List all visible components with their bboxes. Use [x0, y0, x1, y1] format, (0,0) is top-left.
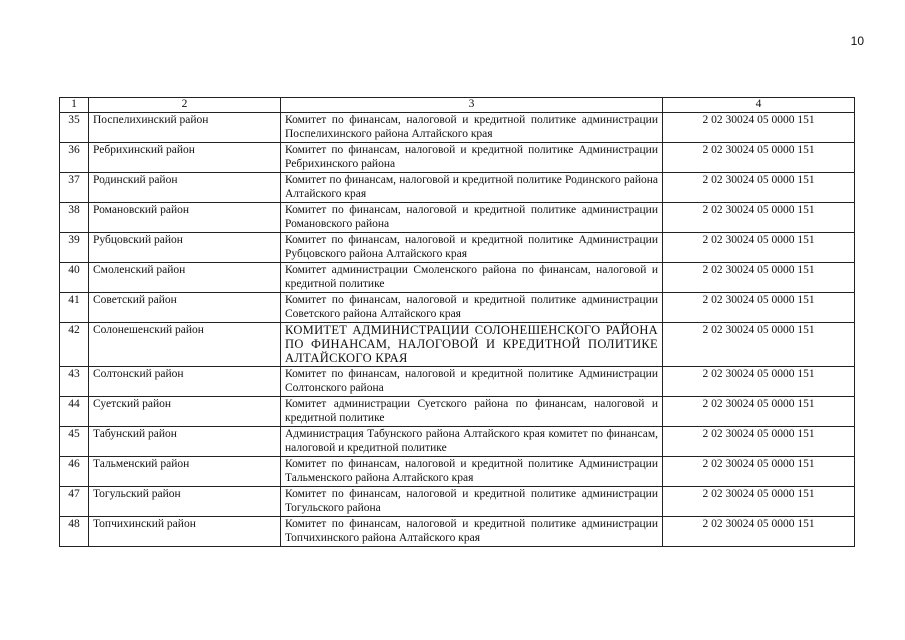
row-number: 45 — [60, 427, 89, 457]
table-row — [60, 487, 855, 517]
row-number: 36 — [60, 143, 89, 173]
table-row — [60, 427, 855, 457]
table-row — [60, 173, 855, 203]
row-number: 44 — [60, 397, 89, 427]
district-name: Тогульский район — [89, 487, 281, 517]
budget-code: 2 02 30024 05 0000 151 — [663, 263, 855, 293]
table-row — [60, 113, 855, 143]
column-header: 1 — [60, 98, 89, 113]
budget-code: 2 02 30024 05 0000 151 — [663, 293, 855, 323]
committee-name: КОМИТЕТ АДМИНИСТРАЦИИ СОЛОНЕШЕНСКОГО РАЙОНА ПО ФИНАНСАМ, НАЛОГОВОЙ И КРЕДИТНОЙ ПОЛИТИКЕ АЛТАЙСКОГО КРАЯ — [281, 323, 663, 367]
column-header: 2 — [89, 98, 281, 113]
page-number: 10 — [850, 34, 864, 48]
budget-code: 2 02 30024 05 0000 151 — [663, 143, 855, 173]
committee-name: Комитет по финансам, налоговой и кредитной политике Родинского района Алтайского края — [281, 173, 663, 203]
row-number: 48 — [60, 517, 89, 547]
district-name: Тальменский район — [89, 457, 281, 487]
column-header: 4 — [663, 98, 855, 113]
table-row — [60, 397, 855, 427]
table-row — [60, 367, 855, 397]
row-number: 41 — [60, 293, 89, 323]
committee-name: Комитет по финансам, налоговой и кредитной политике Администрации Рубцовского района Алтайского края — [281, 233, 663, 263]
district-name: Суетский район — [89, 397, 281, 427]
table-row — [60, 233, 855, 263]
district-name: Романовский район — [89, 203, 281, 233]
district-committee-table — [59, 97, 855, 547]
district-name: Топчихинский район — [89, 517, 281, 547]
row-number: 43 — [60, 367, 89, 397]
row-number: 46 — [60, 457, 89, 487]
row-number: 40 — [60, 263, 89, 293]
budget-code: 2 02 30024 05 0000 151 — [663, 367, 855, 397]
row-number: 42 — [60, 323, 89, 367]
row-number: 38 — [60, 203, 89, 233]
budget-code: 2 02 30024 05 0000 151 — [663, 457, 855, 487]
committee-name: Комитет администрации Суетского района по финансам, налоговой и кредитной политике — [281, 397, 663, 427]
district-name: Смоленский район — [89, 263, 281, 293]
table-row — [60, 203, 855, 233]
table-row — [60, 517, 855, 547]
budget-code: 2 02 30024 05 0000 151 — [663, 487, 855, 517]
committee-name: Комитет по финансам, налоговой и кредитной политике Администрации Ребрихинского района — [281, 143, 663, 173]
budget-code: 2 02 30024 05 0000 151 — [663, 233, 855, 263]
row-number: 35 — [60, 113, 89, 143]
budget-code: 2 02 30024 05 0000 151 — [663, 203, 855, 233]
budget-code: 2 02 30024 05 0000 151 — [663, 397, 855, 427]
committee-name: Комитет по финансам, налоговой и кредитной политике администрации Поспелихинского района Алтайского края — [281, 113, 663, 143]
committee-name: Комитет по финансам, налоговой и кредитной политике администрации Романовского района — [281, 203, 663, 233]
district-name: Рубцовский район — [89, 233, 281, 263]
table-row — [60, 263, 855, 293]
district-name: Ребрихинский район — [89, 143, 281, 173]
district-name: Советский район — [89, 293, 281, 323]
committee-name: Комитет по финансам, налоговой и кредитной политике администрации Советского района Алтайского края — [281, 293, 663, 323]
budget-code: 2 02 30024 05 0000 151 — [663, 517, 855, 547]
budget-code: 2 02 30024 05 0000 151 — [663, 427, 855, 457]
district-name: Родинский район — [89, 173, 281, 203]
column-header: 3 — [281, 98, 663, 113]
table-row — [60, 457, 855, 487]
district-name: Поспелихинский район — [89, 113, 281, 143]
committee-name: Комитет по финансам, налоговой и кредитной политике Администрации Солтонского района — [281, 367, 663, 397]
district-name: Табунский район — [89, 427, 281, 457]
table-row — [60, 143, 855, 173]
committee-name: Комитет по финансам, налоговой и кредитной политике Администрации Тальменского района Алтайского края — [281, 457, 663, 487]
row-number: 37 — [60, 173, 89, 203]
table-row — [60, 293, 855, 323]
committee-name: Комитет администрации Смоленского района по финансам, налоговой и кредитной политике — [281, 263, 663, 293]
row-number: 47 — [60, 487, 89, 517]
table-header-row — [60, 98, 855, 113]
row-number: 39 — [60, 233, 89, 263]
budget-code: 2 02 30024 05 0000 151 — [663, 113, 855, 143]
district-name: Солонешенский район — [89, 323, 281, 367]
table-row — [60, 323, 855, 367]
committee-name: Комитет по финансам, налоговой и кредитной политике администрации Тогульского района — [281, 487, 663, 517]
committee-name: Администрация Табунского района Алтайского края комитет по финансам, налоговой и кредитной политике — [281, 427, 663, 457]
committee-name: Комитет по финансам, налоговой и кредитной политике администрации Топчихинского района Алтайского края — [281, 517, 663, 547]
budget-code: 2 02 30024 05 0000 151 — [663, 323, 855, 367]
budget-code: 2 02 30024 05 0000 151 — [663, 173, 855, 203]
district-name: Солтонский район — [89, 367, 281, 397]
